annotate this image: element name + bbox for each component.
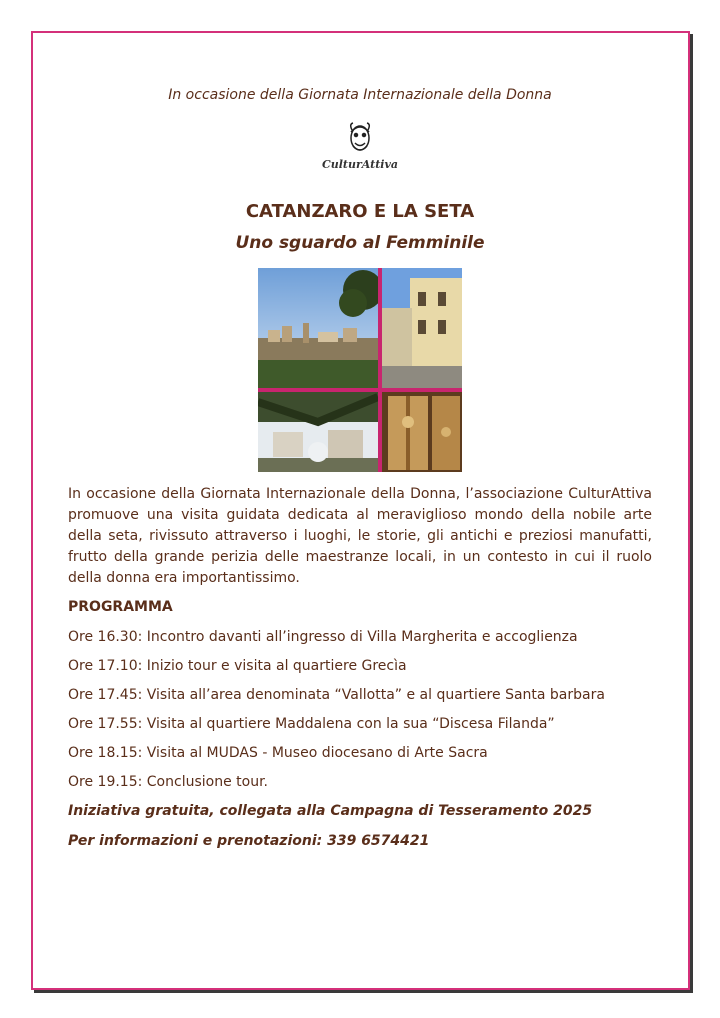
program-item: Ore 17.55: Visita al quartiere Maddalena con la sua “Discesa Filanda” — [68, 716, 555, 732]
program-item: Ore 17.10: Inizio tour e visita al quartiere Grecìa — [68, 658, 407, 674]
program-item: Ore 17.45: Visita all’area denominata “Vallotta” e al quartiere Santa barbara — [68, 687, 605, 703]
logo-wordmark: CulturAttiva — [322, 158, 399, 171]
intro-paragraph: In occasione della Giornata Internazionale della Donna, l’associazione CulturAttiva promuove una visita guidata dedicata al meraviglioso mondo della nobile arte della seta, rivissuto attraverso i luoghi, le storie, gli antichi e preziosi manufatti, frutto della grande perizia delle maestranze locali, in un contesto in cui il ruolo della donna era importantissimo. — [68, 486, 652, 586]
program-item: Ore 18.15: Visita al MUDAS - Museo diocesano di Arte Sacra — [68, 745, 488, 761]
program-heading: PROGRAMMA — [68, 599, 173, 615]
page-title: CATANZARO E LA SETA — [245, 201, 475, 222]
silk-vestment-photo — [382, 392, 462, 472]
mask-icon — [322, 120, 398, 160]
photo-collage — [258, 268, 462, 472]
program-item: Ore 16.30: Incontro davanti all’ingresso di Villa Margherita e accoglienza — [68, 629, 578, 645]
top-caption: In occasione della Giornata Internazionale della Donna — [168, 87, 552, 103]
free-initiative-note: Iniziativa gratuita, collegata alla Campagna di Tesseramento 2025 — [68, 803, 593, 819]
garden-palm-photo — [258, 392, 378, 472]
city-panorama-photo — [258, 268, 378, 388]
culturattiva-logo — [322, 120, 398, 178]
program-item: Ore 19.15: Conclusione tour. — [68, 774, 268, 790]
historic-building-photo — [382, 268, 462, 388]
contact-info: Per informazioni e prenotazioni: 339 6574421 — [68, 833, 430, 849]
page-subtitle: Uno sguardo al Femminile — [235, 233, 485, 253]
